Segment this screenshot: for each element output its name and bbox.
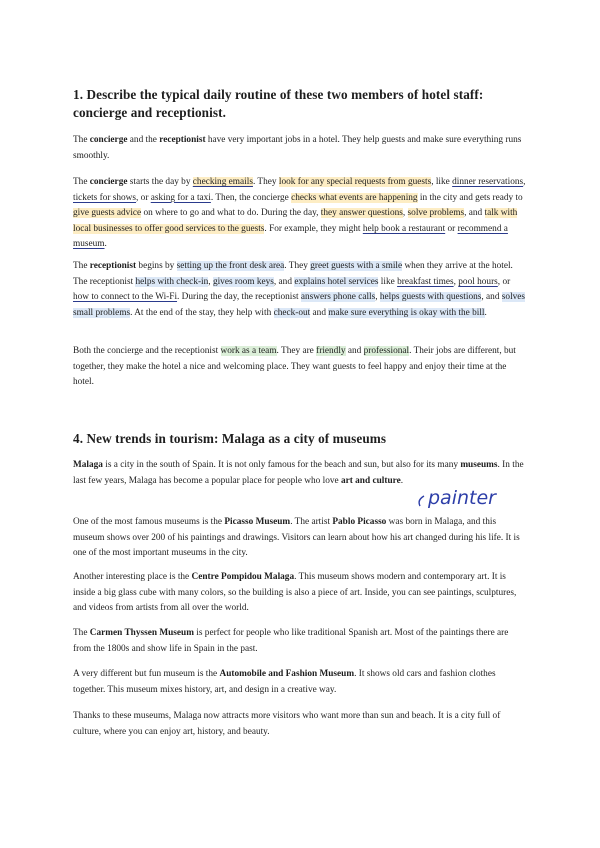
paragraph-thyssen: The Carmen Thyssen Museum is perfect for people who like traditional Spanish art. Most of the paintings there are from the 1800s and show life in Spain in the past. [73, 628, 509, 654]
highlight-yellow: they answer questions [320, 208, 403, 218]
ink-stroke [419, 496, 424, 506]
underlined-phrase: dinner reservations [452, 177, 524, 187]
highlight-green: friendly [316, 346, 346, 356]
paragraph-conclusion: Thanks to these museums, Malaga now attracts more visitors who want more than sun and beach. It is a city full of culture, where you can enjoy art, history, and beauty. [73, 711, 501, 737]
paragraph-receptionist: The receptionist begins by setting up the front desk area. They greet guests with a smile when they arrive at the hotel. The receptionist helps with check-in, gives room keys, and explains hotel services like breakfast times, pool hours, or how to connect to the Wi-Fi. During the day, the receptionist answers phone calls, helps guests with questions, and solves small problems. At the end of the stay, they help with check-out and make sure everything is okay with the bill. [73, 261, 526, 318]
highlight-yellow: talk with local businesses to offer good services to the guests [73, 208, 518, 234]
underlined-phrase: asking for a taxi [150, 192, 211, 203]
section-1-title: 1. Describe the typical daily routine of these two members of hotel staff: concierge and receptionist. [73, 87, 484, 120]
highlight-blue: gives room keys [212, 276, 274, 287]
underlined-phrase: how to connect to the Wi-Fi [73, 292, 178, 302]
highlight-blue: helps with check-in [135, 276, 209, 287]
paragraph-pompidou: Another interesting place is the Centre Pompidou Malaga. This museum shows modern and contemporary art. It is inside a big glass cube with many colors, so the building is also a piece of art. Inside, you can see paintings, sculptures, and videos from artists from all over the world. [73, 572, 517, 613]
highlight-blue: setting up the front desk area [176, 261, 285, 271]
paragraph-picasso: One of the most famous museums is the Picasso Museum. The artist Pablo Picasso was born in Malaga, and this museum shows over 200 of his paintings and drawings. Visitors can learn about how his art changed during his life. It is one of the most important museums in the city. [73, 517, 520, 558]
paragraph-intro: The concierge and the receptionist have very important jobs in a hotel. They help guests and make sure everything runs smoothly. [73, 135, 522, 161]
paragraph-automobile: A very different but fun museum is the Automobile and Fashion Museum. It shows old cars and fashion clothes together. This museum mixes history, art, and design in a creative way. [73, 669, 496, 695]
paragraph-concierge: The concierge starts the day by checking emails. They look for any special requests from guests, like dinner reservations, tickets for shows, or asking for a taxi. Then, the concierge checks what events are happening in the city and gets ready to give guests advice on where to go and what to do. During the day, they answer questions, solve problems, and talk with local businesses to offer good services to the guests. For example, they might help book a restaurant or recommend a museum. [73, 177, 526, 249]
highlight-yellow: give guests advice [73, 208, 142, 218]
highlight-yellow: look for any special requests from guests [278, 177, 432, 187]
highlight-yellow: checking emails [192, 177, 253, 187]
highlight-blue: solves small problems [73, 292, 526, 318]
paragraph-teamwork: Both the concierge and the receptionist work as a team. They are friendly and professional. Their jobs are different, but together, they make the hotel a nice and welcoming place. They want guests to feel happy and enjoy their time at the hotel. [73, 346, 516, 387]
section-4-title: 4. New trends in tourism: Malaga as a city of museums [73, 431, 387, 446]
handwritten-annotation-text: painter [428, 487, 496, 509]
underlined-phrase: breakfast times [397, 276, 454, 287]
underlined-phrase: recommend a museum [73, 223, 508, 249]
underlined-phrase: help book a restaurant [362, 223, 446, 234]
highlight-green: professional [363, 346, 410, 356]
highlight-blue: greet guests with a smile [310, 261, 403, 271]
highlight-green: work as a team [220, 346, 277, 356]
underlined-phrase: pool hours [458, 276, 498, 287]
underlined-phrase: tickets for shows [73, 192, 137, 203]
highlight-blue: make sure everything is okay with the bill [328, 307, 485, 318]
highlight-yellow: checks what events are happening [291, 192, 418, 203]
highlight-yellow: solve problems [407, 208, 465, 218]
paragraph-malaga: Malaga is a city in the south of Spain. It is not only famous for the beach and sun, but also for its many museums. In the last few years, Malaga has become a popular place for people who love art and culture. [73, 460, 524, 486]
highlight-blue: answers phone calls [300, 292, 376, 302]
highlight-blue: helps guests with questions [379, 292, 482, 302]
highlight-blue: explains hotel services [294, 276, 379, 287]
highlight-blue: check-out [273, 307, 311, 318]
handwritten-annotation [414, 484, 554, 514]
